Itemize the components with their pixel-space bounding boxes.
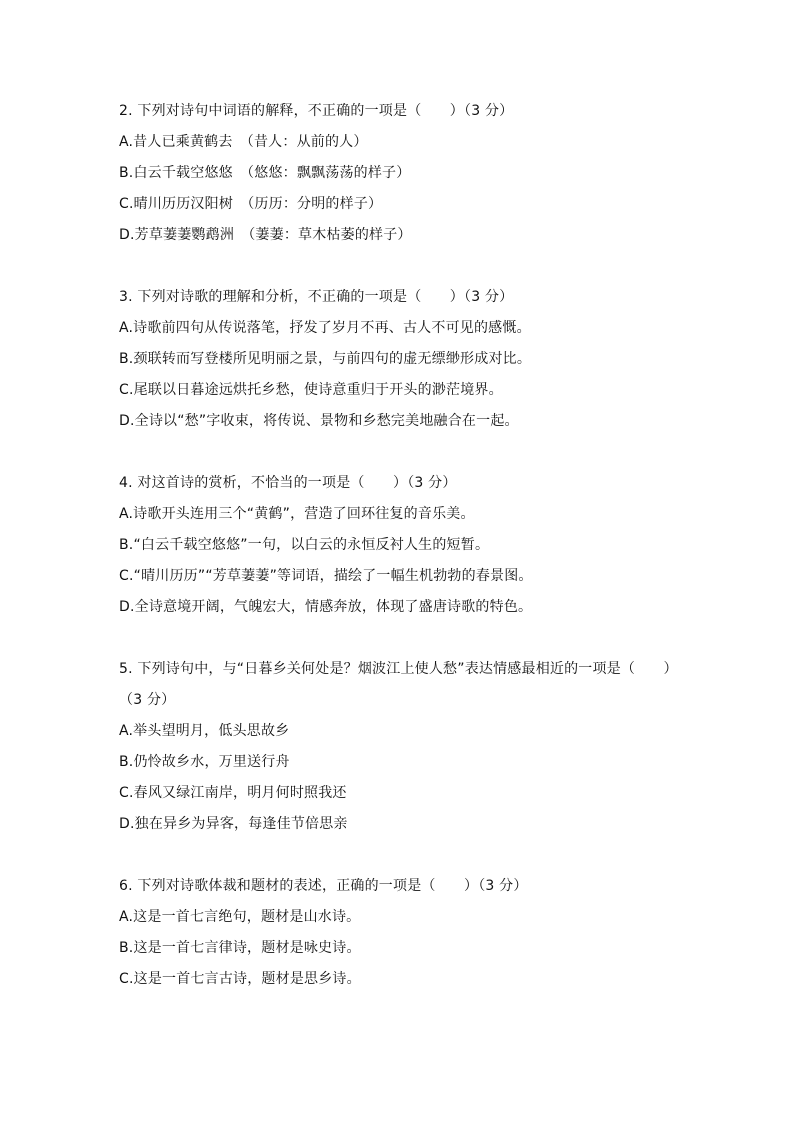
question-6 — [119, 871, 689, 995]
question-3 — [119, 282, 689, 437]
option-c: C.春风又绿江南岸，明月何时照我还 — [119, 785, 347, 801]
option-a: A.昔人已乘黄鹤去 （昔人：从前的人） — [119, 134, 368, 150]
exam-page — [119, 96, 689, 1026]
option-d: D.芳草萋萋鹦鹉洲 （萋萋：草木枯萎的样子） — [119, 227, 412, 243]
question-5 — [119, 654, 689, 840]
question-stem: 2. 下列对诗句中词语的解释，不正确的一项是（ ）（3 分） — [119, 103, 514, 119]
question-4 — [119, 468, 689, 623]
option-c: C.晴川历历汉阳树 （历历：分明的样子） — [119, 196, 383, 212]
option-b: B.仍怜故乡水，万里送行舟 — [119, 754, 290, 770]
option-c: C.“晴川历历”“芳草萋萋”等词语，描绘了一幅生机勃勃的春景图。 — [119, 568, 533, 584]
option-d: D.全诗以“愁”字收束，将传说、景物和乡愁完美地融合在一起。 — [119, 413, 519, 429]
option-d: D.全诗意境开阔，气魄宏大，情感奔放，体现了盛唐诗歌的特色。 — [119, 599, 533, 615]
option-c: C.尾联以日暮途远烘托乡愁，使诗意重归于开头的渺茫境界。 — [119, 382, 503, 398]
question-stem: 4. 对这首诗的赏析，不恰当的一项是（ ）（3 分） — [119, 475, 457, 491]
option-b: B.这是一首七言律诗，题材是咏史诗。 — [119, 940, 361, 956]
question-2 — [119, 96, 689, 251]
question-stem: 3. 下列对诗歌的理解和分析，不正确的一项是（ ）（3 分） — [119, 289, 514, 305]
question-stem: 5. 下列诗句中，与“日暮乡关何处是？烟波江上使人愁”表达情感最相近的一项是（ ）（3 分） — [119, 661, 678, 708]
option-a: A.这是一首七言绝句，题材是山水诗。 — [119, 909, 361, 925]
option-a: A.诗歌前四句从传说落笔，抒发了岁月不再、古人不可见的感慨。 — [119, 320, 531, 336]
option-b: B.“白云千载空悠悠”一句，以白云的永恒反衬人生的短暂。 — [119, 537, 490, 553]
option-c: C.这是一首七言古诗，题材是思乡诗。 — [119, 971, 361, 987]
option-d: D.独在异乡为异客，每逢佳节倍思亲 — [119, 816, 348, 832]
option-a: A.举头望明月，低头思故乡 — [119, 723, 290, 739]
option-b: B.颈联转而写登楼所见明丽之景，与前四句的虚无缥缈形成对比。 — [119, 351, 532, 367]
question-stem: 6. 下列对诗歌体裁和题材的表述，正确的一项是（ ）（3 分） — [119, 878, 528, 894]
option-a: A.诗歌开头连用三个“黄鹤”，营造了回环往复的音乐美。 — [119, 506, 475, 522]
option-b: B.白云千载空悠悠 （悠悠：飘飘荡荡的样子） — [119, 165, 411, 181]
